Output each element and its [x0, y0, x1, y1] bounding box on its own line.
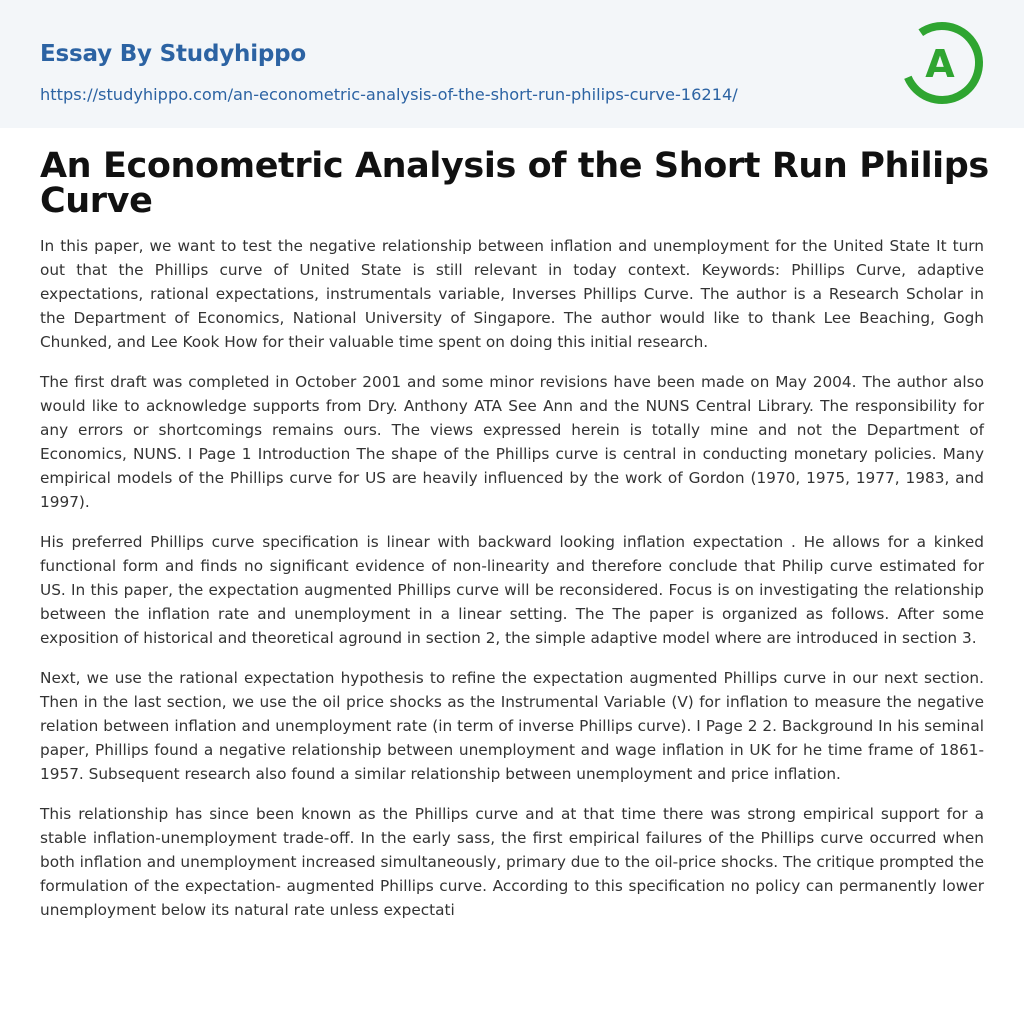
site-brand[interactable]: Essay By Studyhippo — [40, 41, 307, 67]
studyhippo-logo-icon[interactable] — [898, 19, 986, 107]
article-paragraph: His preferred Phillips curve specification is linear with backward looking inflation expectation . He allows for a kinked functional form and finds no significant evidence of non-linearity and therefore conclude that Philip curve estimated for US. In this paper, the expectation augmented Phillips curve will be reconsidered. Focus is on investigating the relationship between the inflation rate and unemployment in a linear setting. The The paper is organized as follows. After some exposition of historical and theoretical aground in section 2, the simple adaptive model where are introduced in section 3. — [40, 533, 984, 647]
article-paragraph: Next, we use the rational expectation hypothesis to refine the expectation augmented Phillips curve in our next section. Then in the last section, we use the oil price shocks as the Instrumental Variable (V) for inflation to measure the negative relation between inflation and unemployment rate (in term of inverse Phillips curve). I Page 2 2. Background In his seminal paper, Phillips found a negative relationship between unemployment and wage inflation in UK for he time frame of 1861-1957. Subsequent research also found a similar relationship between unemployment and price inflation. — [40, 669, 984, 783]
source-url-link[interactable]: https://studyhippo.com/an-econometric-analysis-of-the-short-run-philips-curve-16214/ — [40, 85, 738, 104]
article-title: An Econometric Analysis of the Short Run Philips Curve — [40, 146, 989, 221]
article-paragraph: The first draft was completed in October 2001 and some minor revisions have been made on May 2004. The author also would like to acknowledge supports from Dry. Anthony ATA See Ann and the NUNS Central Library. The responsibility for any errors or shortcomings remains ours. The views expressed herein is totally mine and not the Department of Economics, NUNS. I Page 1 Introduction The shape of the Phillips curve is central in conducting monetary policies. Many empirical models of the Phillips curve for US are heavily influenced by the work of Gordon (1970, 1975, 1977, 1983, and 1997). — [40, 373, 984, 511]
site-header — [0, 0, 1024, 128]
article-body — [40, 234, 984, 938]
article-paragraph: In this paper, we want to test the negative relationship between inflation and unemployment for the United State It turn out that the Phillips curve of United State is still relevant in today context. Keywords: Phillips Curve, adaptive expectations, rational expectations, instrumentals variable, Inverses Phillips Curve. The author is a Research Scholar in the Department of Economics, National University of Singapore. The author would like to thank Lee Beaching, Gogh Chunked, and Lee Kook How for their valuable time spent on doing this initial research. — [40, 237, 984, 351]
logo-letter: A — [925, 42, 955, 86]
article-paragraph: This relationship has since been known as the Phillips curve and at that time there was strong empirical support for a stable inflation-unemployment trade-off. In the early sass, the first empirical failures of the Phillips curve occurred when both inflation and unemployment increased simultaneously, primary due to the oil-price shocks. The critique prompted the formulation of the expectation- augmented Phillips curve. According to this specification no policy can permanently lower unemployment below its natural rate unless expectati — [40, 805, 984, 919]
